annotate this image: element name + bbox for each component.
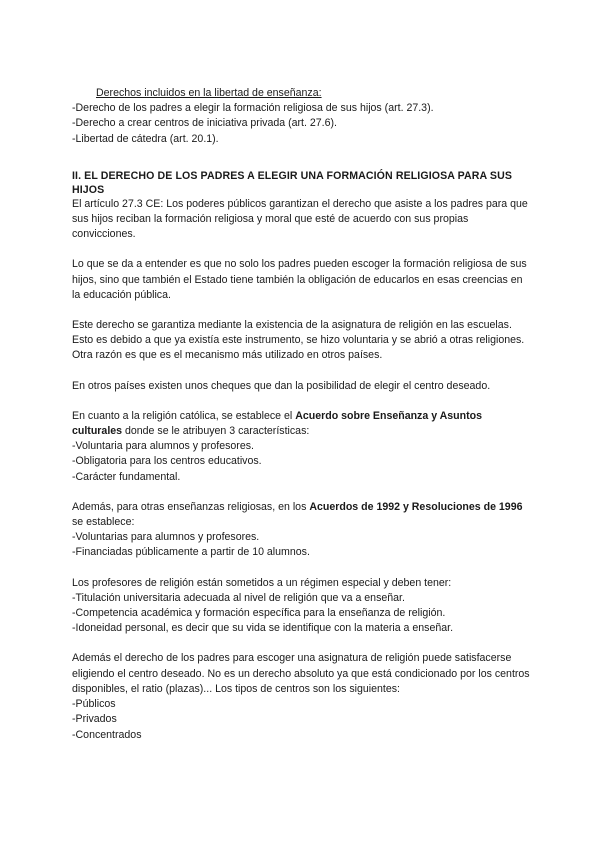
paragraph-catholic	[72, 409, 532, 439]
list-item: -Concentrados	[72, 728, 142, 741]
list-item: -Titulación universitaria adecuada al nivel de religión que va a enseñar.	[72, 591, 405, 604]
paragraph-other-religions	[72, 500, 532, 530]
paragraph-article: El artículo 27.3 CE: Los poderes públicos garantizan el derecho que asiste a los padres para que sus hijos reciban la formación religiosa y moral que esté de acuerdo con sus propias convicciones.	[72, 197, 528, 241]
paragraph-text: se establece:	[72, 516, 135, 529]
list-item: -Idoneidad personal, es decir que su vida se identifique con la materia a enseñar.	[72, 622, 454, 635]
paragraph-interpretation: Lo que se da a entender es que no solo los padres pueden escoger la formación religiosa de sus hijos, sino que también el Estado tiene también la obligación de educarlos en esas creencias en la educación pública.	[72, 258, 527, 301]
intro-item: -Libertad de cátedra (art. 20.1).	[72, 132, 219, 145]
intro-item: -Derecho a crear centros de iniciativa privada (art. 27.6).	[72, 117, 337, 130]
paragraph-text: Además, para otras enseñanzas religiosas, en los	[72, 500, 310, 513]
intro-item: -Derecho de los padres a elegir la formación religiosa de sus hijos (art. 27.3).	[72, 102, 434, 115]
list-item: -Competencia académica y formación específica para la enseñanza de religión.	[72, 607, 446, 620]
list-item: -Voluntaria para alumnos y profesores.	[72, 440, 254, 453]
list-item: -Obligatoria para los centros educativos.	[72, 455, 262, 468]
intro-title: Derechos incluidos en la libertad de enseñanza:	[96, 87, 322, 99]
list-item: -Carácter fundamental.	[72, 470, 181, 483]
list-item: -Voluntarias para alumnos y profesores.	[72, 531, 260, 544]
paragraph-centres: Además el derecho de los padres para escoger una asignatura de religión puede satisfacerse eligiendo el centro deseado. No es un derecho absoluto ya que está condicionado por los centros disponibles, el ratio (plazas)... Los tipos de centros son los siguientes:	[72, 652, 530, 695]
document-page	[72, 86, 532, 743]
bold-agreement: Acuerdo sobre Enseñanza y Asuntos culturales	[72, 409, 483, 438]
spacer	[72, 242, 532, 257]
paragraph-cheques: En otros países existen unos cheques que dan la posibilidad de elegir el centro deseado.	[72, 379, 491, 392]
spacer	[72, 394, 532, 409]
paragraph-text: En cuanto a la religión católica, se establece el	[72, 409, 296, 422]
list-item: -Públicos	[72, 698, 116, 711]
spacer	[72, 636, 532, 651]
spacer	[72, 303, 532, 318]
list-item: -Privados	[72, 713, 117, 726]
spacer	[72, 364, 532, 379]
paragraph-guarantee: Este derecho se garantiza mediante la existencia de la asignatura de religión en las escuelas. Esto es debido a que ya existía este instrumento, se hizo voluntaria y se abrió a otras religiones. Otra razón es que es el mecanismo más utilizado en otros países.	[72, 319, 525, 362]
spacer	[72, 561, 532, 576]
paragraph-teachers: Los profesores de religión están sometidos a un régimen especial y deben tener:	[72, 576, 452, 589]
section-heading: II. EL DERECHO DE LOS PADRES A ELEGIR UNA FORMACIÓN RELIGIOSA PARA SUS HIJOS	[72, 169, 513, 196]
spacer	[72, 485, 532, 500]
paragraph-text: donde se le atribuyen 3 características:	[122, 425, 310, 438]
list-item: -Financiadas públicamente a partir de 10 alumnos.	[72, 546, 310, 559]
spacer	[72, 147, 532, 169]
bold-agreements: Acuerdos de 1992 y Resoluciones de 1996	[309, 500, 523, 513]
